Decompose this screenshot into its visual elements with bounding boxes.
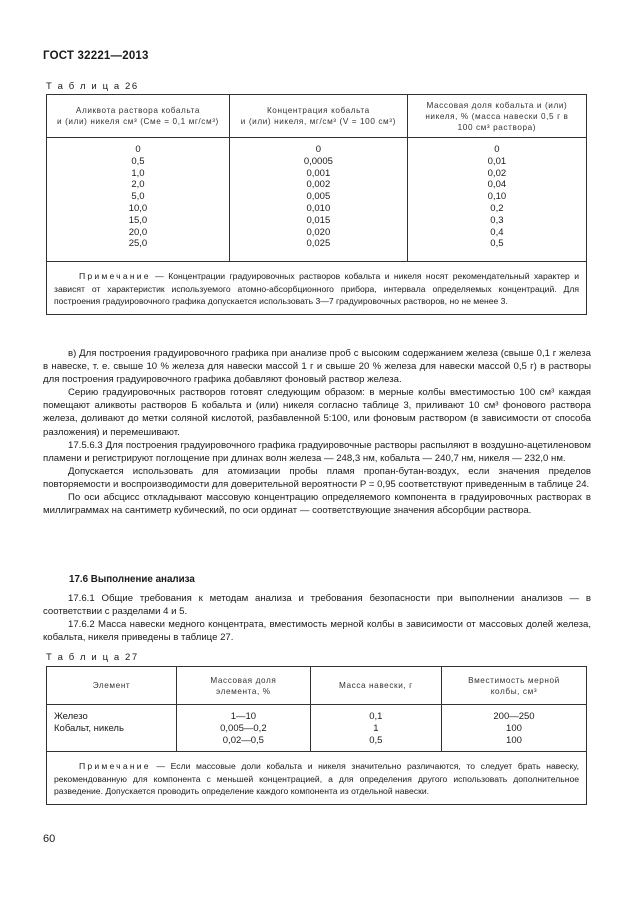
table-27-header-mass-fraction: Массовая доля элемента, % <box>177 667 311 705</box>
body-text-block-2 <box>43 592 591 644</box>
body-text-block-1 <box>43 347 591 517</box>
table-27-caption: Т а б л и ц а 27 <box>46 652 139 663</box>
table-26-col-mass-fraction: 0 0,01 0,02 0,04 0,10 0,2 0,3 0,4 0,5 <box>407 138 586 262</box>
table-27-header-flask-volume: Вместимость мерной колбы, см³ <box>441 667 586 705</box>
section-heading: 17.6 Выполнение анализа <box>69 574 195 585</box>
table-26-header-aliquot: Аликвота раствора кобальта и (или) никеля см³ (Cме = 0,1 мг/см³) <box>47 95 230 138</box>
table-26-note <box>47 262 587 315</box>
table-27-col-flask-volume: 200—250 100 100 <box>441 705 586 752</box>
table-27-col-element: Железо Кобальт, никель <box>47 705 177 752</box>
table-27-col-sample-mass: 0,1 1 0,5 <box>310 705 441 752</box>
paragraph: Серию градуировочных растворов готовят следующим образом: в мерные колбы вместимостью 100 см³ каждая помещают аликвоты растворов Б кобальта и (или) никеля согласно таблице 3, приливают 10 см³ фонового раствора железа, доливают до метки соляной кислотой, разбавленной 5:100, или фоновым раствором (в зависимости от способа разложения) и перемешивают. <box>43 387 591 438</box>
paragraph: в) Для построения градуировочного графика при анализе проб с высоким содержанием железа (свыше 0,1 г железа в навеске, т. е. свыше 10 % железа для навески массой 1 г и свыше 20 % железа для навески массой 0,5 г) в растворы для построения градуировочного графика добавляют фоновый раствор железа. <box>43 348 591 386</box>
paragraph: 17.6.2 Масса навески медного концентрата, вместимость мерной колбы в зависимости от массовых долей железа, кобальта, никеля приведены в таблице 27. <box>43 619 591 644</box>
paragraph: 17.5.6.3 Для построения градуировочного графика градуировочные растворы распыляют в воздушно-ацетиленовом пламени и регистрируют поглощение при длинах волн железа — 248,3 нм, кобальта — 240,7 нм, никеля — 232,0 нм. <box>43 439 591 464</box>
table-26-caption: Т а б л и ц а 26 <box>46 81 139 92</box>
page-number: 60 <box>43 833 56 845</box>
table-26-header-concentration: Концентрация кобальта и (или) никеля, мг/см³ (V = 100 см³) <box>229 95 407 138</box>
table-27-note-label: Примечание <box>79 761 151 771</box>
table-26-note-text: — Концентрации градуировочных растворов кобальта и никеля носят рекомендательный характер и зависят от характеристик используемого атомно-абсорбционного прибора, интервала определяемых концентраций. Для построения градуировочного графика допускается использовать 3—7 градуировочных растворов, но не менее 3. <box>54 271 579 307</box>
table-26-col-concentration: 0 0,0005 0,001 0,002 0,005 0,010 0,015 0,020 0,025 <box>229 138 407 262</box>
table-27-header-element: Элемент <box>47 667 177 705</box>
table-26 <box>46 94 587 315</box>
table-27-note-text: — Если массовые доли кобальта и никеля значительно различаются, то следует брать навеску, рекомендованную для компонента с меньшей концентрацией, а для определения другого использовать дополнительное разведение. Допускается проводить определение каждого компонента из отдельной навески. <box>54 761 579 797</box>
paragraph: 17.6.1 Общие требования к методам анализа и требования безопасности при выполнении анализов — в соответствии с разделами 4 и 5. <box>43 593 591 618</box>
paragraph: По оси абсцисс откладывают массовую концентрацию определяемого компонента в градуировочных растворах в миллиграммах на сантиметр кубический, по оси ординат — соответствующие значения абсорбции раствора. <box>43 492 591 517</box>
table-27-header-sample-mass: Масса навески, г <box>310 667 441 705</box>
table-26-note-label: Примечание <box>79 271 151 281</box>
standard-header: ГОСТ 32221—2013 <box>43 50 149 62</box>
paragraph: Допускается использовать для атомизации пробы пламя пропан-бутан-воздух, если значения пределов повторяемости и воспроизводимости для доверительной вероятности P = 0,95 соответствуют приведенным в таблице 24. <box>43 465 591 490</box>
table-27-note <box>47 752 587 805</box>
table-26-header-mass-fraction: Массовая доля кобальта и (или) никеля, % (масса навески 0,5 г в 100 см³ раствора) <box>407 95 586 138</box>
table-27 <box>46 666 587 805</box>
table-26-col-aliquot: 0 0,5 1,0 2,0 5,0 10,0 15,0 20,0 25,0 <box>47 138 230 262</box>
table-27-col-mass-fraction: 1—10 0,005—0,2 0,02—0,5 <box>177 705 311 752</box>
